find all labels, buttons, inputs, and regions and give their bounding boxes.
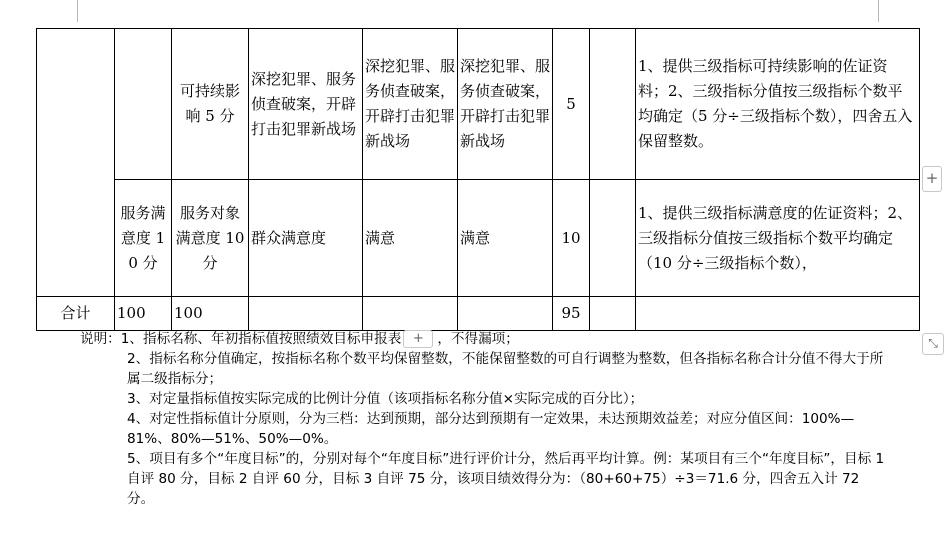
level1-text: 服务满意度 10 分 — [120, 203, 166, 272]
evaluation-table — [36, 28, 920, 331]
note-3: 3、对定量指标值按实际完成的比例计分值（该项指标名称分值×实际完成的百分比）； — [127, 391, 644, 407]
note-item — [80, 389, 887, 409]
level2-cell[interactable] — [172, 180, 249, 297]
level2-total: 100 — [174, 304, 203, 322]
remark-cell[interactable] — [636, 180, 920, 297]
score-text: 10 — [561, 228, 581, 247]
level2-cell[interactable] — [172, 29, 249, 180]
self-score-cell[interactable] — [590, 29, 636, 180]
level2-total-cell[interactable] — [172, 297, 249, 331]
level1-cell-empty[interactable] — [37, 29, 115, 297]
table-row-total — [37, 297, 920, 331]
table-row — [37, 180, 920, 297]
score-cell[interactable] — [553, 180, 590, 297]
annual-value-text: 深挖犯罪、服务侦查破案，开辟打击犯罪新战场 — [365, 57, 456, 150]
actual-value-text: 满意 — [460, 228, 491, 247]
total-label-cell[interactable] — [37, 297, 115, 331]
note-item — [80, 349, 887, 389]
table-add-column-icon[interactable]: + — [922, 166, 942, 192]
indicator-name-total-cell[interactable] — [249, 297, 363, 331]
margin-mark-top-left — [77, 0, 78, 22]
level1-total: 100 — [117, 304, 146, 322]
level2-text: 可持续影响 5 分 — [179, 82, 240, 125]
notes-section — [80, 329, 900, 509]
note-item — [80, 409, 887, 449]
notes-lead: 说明： — [80, 331, 121, 347]
self-score-total-cell[interactable] — [590, 297, 636, 331]
annual-value-cell[interactable] — [363, 29, 458, 180]
indicator-name-cell[interactable] — [249, 29, 363, 180]
actual-value-cell[interactable] — [458, 29, 553, 180]
actual-value-text: 深挖犯罪、服务侦查破案，开辟打击犯罪新战场 — [460, 57, 551, 150]
remark-text: 1、提供三级指标满意度的佐证资料；2、三级指标分值按三级指标个数平均确定（10 分÷三级指标个数）， — [638, 203, 913, 272]
table-add-row-icon[interactable]: + — [403, 330, 433, 348]
level1-cell[interactable] — [115, 180, 172, 297]
score-cell[interactable] — [553, 29, 590, 180]
note-item — [80, 329, 900, 349]
indicator-name-text: 深挖犯罪、服务侦查破案，开辟打击犯罪新战场 — [251, 69, 357, 138]
remark-total-cell[interactable] — [636, 297, 920, 331]
annual-value-text: 满意 — [365, 228, 396, 247]
score-text: 5 — [566, 94, 576, 113]
note-1-part-a: 1、指标名称、年初指标值按照绩效目标申报表 — [120, 331, 402, 347]
score-total: 95 — [561, 304, 581, 322]
level2-text: 服务对象满意度 10 分 — [175, 203, 245, 272]
table-resize-icon[interactable]: ⤡ — [922, 333, 944, 355]
note-4: 4、对定性指标值计分原则，分为三档：达到预期，部分达到预期有一定效果，未达预期效益差；对应分值区间：100%—81%、80%—51%、50%—0%。 — [127, 411, 855, 447]
self-score-cell[interactable] — [590, 180, 636, 297]
total-label: 合计 — [60, 304, 91, 322]
score-total-cell[interactable] — [553, 297, 590, 331]
margin-mark-top-right — [878, 0, 879, 22]
note-1-part-b: ，不得漏项； — [437, 331, 519, 347]
indicator-name-cell[interactable] — [249, 180, 363, 297]
note-item — [80, 449, 887, 509]
actual-value-total-cell[interactable] — [458, 297, 553, 331]
level1-total-cell[interactable] — [115, 297, 172, 331]
remark-cell[interactable] — [636, 29, 920, 180]
annual-value-cell[interactable] — [363, 180, 458, 297]
actual-value-cell[interactable] — [458, 180, 553, 297]
indicator-name-text: 群众满意度 — [251, 228, 327, 247]
note-5: 5、项目有多个“年度目标”的，分别对每个“年度目标”进行评价计分，然后再平均计算。例：某项目有三个“年度目标”，目标 1 自评 80 分，目标 2 自评 60 分，目标 3 自评 75 分，该项目绩效得分为：（80+60+75）÷3＝71.6 分，四舍五入计 72 分。 — [127, 451, 885, 507]
table-row — [37, 29, 920, 180]
remark-text: 1、提供三级指标可持续影响的佐证资料；2、三级指标分值按三级指标个数平均确定（5 分÷三级指标个数），四舍五入保留整数。 — [638, 57, 913, 150]
note-2: 2、指标名称分值确定，按指标名称个数平均保留整数，不能保留整数的可自行调整为整数，但各指标名称合计分值不得大于所属二级指标分； — [127, 351, 884, 387]
level1-cell-blank[interactable] — [115, 29, 172, 180]
annual-value-total-cell[interactable] — [363, 297, 458, 331]
